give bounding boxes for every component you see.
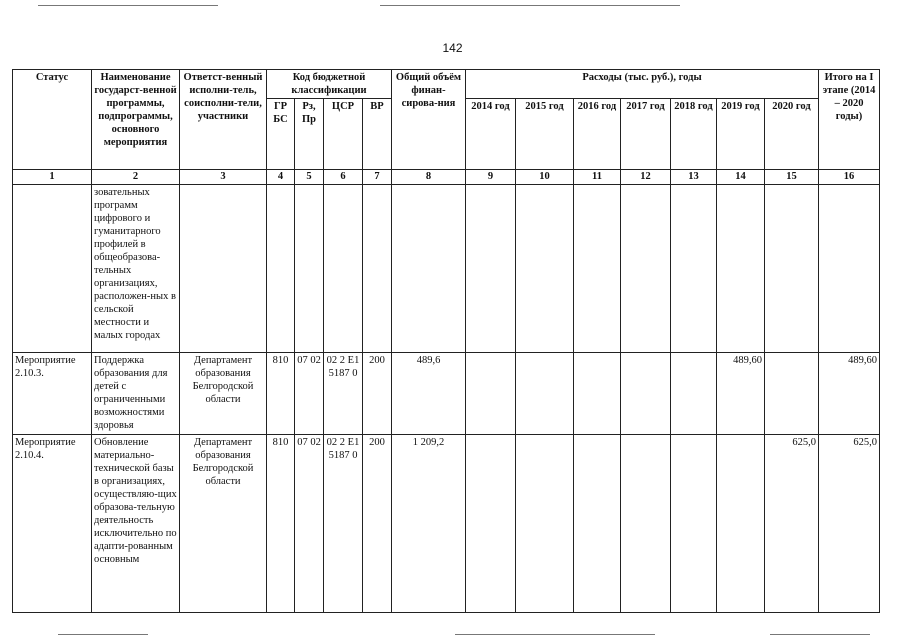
row-vr: 200 xyxy=(363,353,392,435)
column-number: 14 xyxy=(717,170,765,185)
column-number: 6 xyxy=(324,170,363,185)
row-year-value: 489,60 xyxy=(717,353,765,435)
row-year-value xyxy=(671,435,717,613)
header-stage-total: Итого на I этапе (2014 – 2020 годы) xyxy=(819,70,880,170)
header-year-2016: 2016 год xyxy=(574,99,621,170)
row-vr: 200 xyxy=(363,435,392,613)
row-year-value: 625,0 xyxy=(765,435,819,613)
header-row-1 xyxy=(13,70,880,99)
column-number: 9 xyxy=(466,170,516,185)
row-year-value xyxy=(671,185,717,353)
header-name: Наименование государст-венной программы, подпрограммы, основного мероприятия xyxy=(92,70,180,170)
row-total: 1 209,2 xyxy=(392,435,466,613)
row-stage-total: 489,60 xyxy=(819,353,880,435)
row-year-value xyxy=(765,353,819,435)
row-year-value xyxy=(717,185,765,353)
row-year-value xyxy=(466,353,516,435)
top-rule-left xyxy=(38,5,218,6)
row-year-value xyxy=(671,353,717,435)
row-year-value xyxy=(621,185,671,353)
bottom-rule-right xyxy=(770,634,870,635)
column-number: 15 xyxy=(765,170,819,185)
column-number: 4 xyxy=(267,170,295,185)
row-csr xyxy=(324,185,363,353)
row-year-value xyxy=(466,435,516,613)
header-year-2017: 2017 год xyxy=(621,99,671,170)
row-year-value xyxy=(717,435,765,613)
table-row xyxy=(13,353,880,435)
header-year-2014: 2014 год xyxy=(466,99,516,170)
row-rzpr: 07 02 xyxy=(295,353,324,435)
header-total-volume: Общий объём финан-сирова-ния xyxy=(392,70,466,170)
row-year-value xyxy=(574,435,621,613)
header-status: Статус xyxy=(13,70,92,170)
table-row xyxy=(13,185,880,353)
row-stage-total: 625,0 xyxy=(819,435,880,613)
page-number: 142 xyxy=(442,41,463,55)
row-year-value xyxy=(516,353,574,435)
row-status: Мероприятие 2.10.3. xyxy=(13,353,92,435)
column-number: 8 xyxy=(392,170,466,185)
header-year-2018: 2018 год xyxy=(671,99,717,170)
column-number: 1 xyxy=(13,170,92,185)
row-year-value xyxy=(516,185,574,353)
row-responsible: Департамент образования Белгородской области xyxy=(180,353,267,435)
row-responsible: Департамент образования Белгородской области xyxy=(180,435,267,613)
column-number-row xyxy=(13,170,880,185)
column-number: 13 xyxy=(671,170,717,185)
header-csr: ЦСР xyxy=(324,99,363,170)
header-year-2019: 2019 год xyxy=(717,99,765,170)
row-year-value xyxy=(621,435,671,613)
row-name: зовательных программ цифрового и гуманитарного профилей в общеобразова-тельных организациях, расположен-ных в сельской местности и малых городах xyxy=(92,185,180,353)
column-number: 5 xyxy=(295,170,324,185)
row-year-value xyxy=(574,353,621,435)
row-status: Мероприятие 2.10.4. xyxy=(13,435,92,613)
row-responsible xyxy=(180,185,267,353)
top-rule-center xyxy=(380,5,680,6)
header-vr: ВР xyxy=(363,99,392,170)
column-number: 11 xyxy=(574,170,621,185)
bottom-rule-center xyxy=(455,634,655,635)
column-number: 10 xyxy=(516,170,574,185)
row-csr: 02 2 E1 5187 0 xyxy=(324,353,363,435)
header-year-2020: 2020 год xyxy=(765,99,819,170)
row-stage-total xyxy=(819,185,880,353)
row-csr: 02 2 E1 5187 0 xyxy=(324,435,363,613)
header-responsible: Ответст-венный исполни-тель, соисполни-тели, участники xyxy=(180,70,267,170)
header-expenses: Расходы (тыс. руб.), годы xyxy=(466,70,819,99)
row-rzpr xyxy=(295,185,324,353)
column-number: 3 xyxy=(180,170,267,185)
column-number: 12 xyxy=(621,170,671,185)
bottom-rule-left xyxy=(58,634,148,635)
budget-table xyxy=(12,69,880,613)
row-year-value xyxy=(516,435,574,613)
row-grbs: 810 xyxy=(267,353,295,435)
header-year-2015: 2015 год xyxy=(516,99,574,170)
row-total xyxy=(392,185,466,353)
column-number: 7 xyxy=(363,170,392,185)
column-number: 16 xyxy=(819,170,880,185)
table-row xyxy=(13,435,880,613)
header-rzpr: Рз, Пр xyxy=(295,99,324,170)
row-year-value xyxy=(621,353,671,435)
row-year-value xyxy=(574,185,621,353)
row-grbs xyxy=(267,185,295,353)
row-rzpr: 07 02 xyxy=(295,435,324,613)
row-status xyxy=(13,185,92,353)
header-budget-code: Код бюджетной классификации xyxy=(267,70,392,99)
column-number: 2 xyxy=(92,170,180,185)
header-grbs: ГР БС xyxy=(267,99,295,170)
row-year-value xyxy=(765,185,819,353)
row-vr xyxy=(363,185,392,353)
row-name: Поддержка образования для детей с ограниченными возможностями здоровья xyxy=(92,353,180,435)
row-grbs: 810 xyxy=(267,435,295,613)
row-year-value xyxy=(466,185,516,353)
row-total: 489,6 xyxy=(392,353,466,435)
row-name: Обновление материально-технической базы в организациях, осуществляю-щих образова-тельную деятельность исключительно по адапти-рованным основным xyxy=(92,435,180,613)
